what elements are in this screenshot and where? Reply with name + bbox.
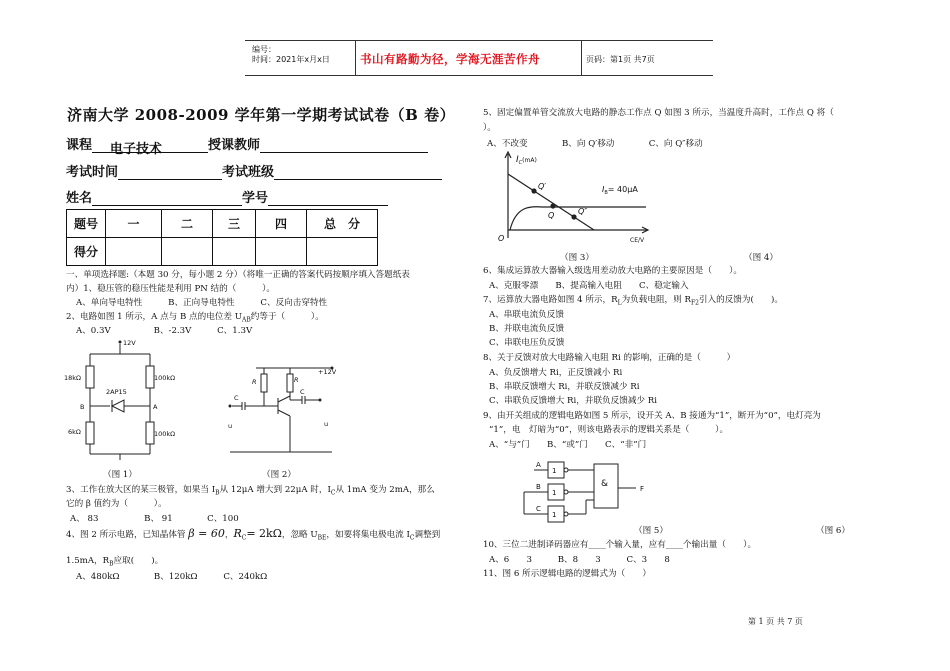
- score-header-row: [67, 210, 378, 238]
- fig1-12v-label: 12V: [123, 339, 136, 347]
- q6-options: A、克服零漂 B、提高输入电阻 C、稳定输入: [489, 281, 689, 291]
- fig3-q1-label: Q′: [538, 182, 547, 191]
- q3-options: A、 83 B、 91 C、100: [70, 514, 239, 524]
- fig5-gate-1: 1: [552, 467, 557, 475]
- page-footer: 第 1 页 共 7 页: [748, 617, 803, 626]
- q2-sub: AB: [242, 316, 251, 324]
- score-cell[interactable]: [307, 238, 378, 266]
- score-header-cell: 总 分: [307, 210, 378, 238]
- fig2-ui-label: u: [228, 422, 233, 430]
- header-divider-2: [581, 41, 582, 75]
- q8-text: 8、关于反馈对放大电路输入电阻 Ri 的影响，正确的是（ ）: [483, 353, 736, 363]
- fig5-gate-2: 1: [552, 489, 557, 497]
- q5-options: A、不改变 B、向 Q′移动 C、向 Q″移动: [487, 139, 703, 149]
- fig1-node-b: B: [80, 403, 85, 411]
- q4-text-e: 1.5mA，R: [66, 556, 110, 566]
- q3-line1: 3、工作在放大区的某三极管，如果当 $I_B$从 12μA 增大到 22μA 时，$I_C$从 1mA 变为 2mA，那么: [66, 485, 435, 497]
- name-row: [66, 187, 388, 206]
- fig2-c1-label: C: [234, 394, 239, 402]
- fig1-diode-label: 2AP15: [106, 388, 127, 396]
- q10-options: A、6 3 B、8 3 C、3 8: [489, 555, 670, 565]
- fig4-caption: （图 4）: [744, 253, 778, 263]
- fig3-caption: （图 3）: [560, 253, 594, 263]
- figure-2-circuit: [222, 360, 344, 460]
- q4-text-a: 4、图 2 所示电路，已知晶体管: [66, 530, 186, 540]
- course-label: 课程: [66, 138, 93, 153]
- header-divider-1: [355, 41, 356, 75]
- q1-options: A、单向导电特性 B、正向导电特性 C、反向击穿特性: [76, 298, 328, 308]
- q2-options: A、0.3V B、-2.3V C、1.3V: [76, 326, 253, 336]
- name-field[interactable]: [92, 191, 242, 206]
- q3-text-c: 从 1mA 变为 2mA，那么: [335, 485, 435, 495]
- figure-5-logic: [506, 456, 676, 530]
- fig3-ic-unit: (mA): [522, 157, 537, 164]
- fig3-ic-label: $I_C^{(mA)}$: [516, 155, 537, 166]
- q4-beta: β = 60: [188, 527, 225, 540]
- q4-line1: 4、图 2 所示电路，已知晶体管 β = 60，$R_C= 2k\Omega$，忽略 $U_{BE}$，如要将集电极电流 $I_C$调整到: [66, 527, 441, 542]
- fig2-c2-label: C: [300, 388, 305, 396]
- fig3-origin-label: O: [498, 234, 505, 243]
- fig2-caption: （图 2）: [262, 470, 296, 480]
- fig5-input-b: B: [536, 483, 541, 491]
- time-field[interactable]: [118, 165, 222, 180]
- q3-text-a: 3、工作在放大区的某三极管，如果当 I: [66, 485, 216, 495]
- q4-options: A、480kΩ B、120kΩ C、240kΩ: [76, 572, 268, 582]
- q7-text-a: 7、运算放大器电路如图 4 所示，R: [483, 295, 618, 305]
- class-label: 考试班级: [222, 165, 275, 180]
- q6-text: 6、集成运算放大器输入级选用差动放大电路的主要原因是（ ）。: [483, 266, 742, 276]
- q5-line1: 5、固定偏置单管交流放大电路的静态工作点 Q 如图 3 所示，当温度升高时，工作点 Q 将（: [483, 108, 834, 118]
- score-row: [67, 238, 378, 266]
- header-slogan: 书山有路勤为径，学海无涯苦作舟: [360, 52, 540, 66]
- q11-text: 11、图 6 所示逻辑电路的逻辑式为（ ）: [483, 569, 651, 579]
- q7-text-b: 为负载电阻，则 R: [621, 295, 691, 305]
- time-row: [66, 161, 442, 180]
- id-field[interactable]: [268, 191, 388, 206]
- q7-text-c: 引入的反馈为( )。: [698, 295, 783, 305]
- q3-text-b: 从 12μA 增大到 22μA 时，I: [219, 485, 331, 495]
- q4-rc-val: = 2kΩ: [246, 527, 282, 540]
- header-bottom-rule: [245, 75, 713, 76]
- fig2-uo-label: u: [324, 420, 329, 428]
- q9-line1: 9、由开关组成的逻辑电路如图 5 所示，设开关 A、B 接通为“1”，断开为“0”，电灯亮为: [483, 411, 821, 421]
- fig5-and-gate: &: [601, 479, 609, 489]
- course-value: 电子技术: [110, 142, 163, 157]
- q9-options: A、“与”门 B、“或”门 C、“非”门: [489, 440, 647, 450]
- q7-option-c: C、串联电压负反馈: [489, 338, 565, 348]
- fig5-gate-3: 1: [552, 511, 557, 519]
- figure-3-graph: [496, 150, 666, 244]
- score-header-cell: 一: [106, 210, 162, 238]
- fig1-node-a: A: [153, 403, 158, 411]
- course-field[interactable]: [92, 138, 208, 157]
- section1-intro-line2: 内）1、稳压管的稳压性能是利用 PN 结的（ ）。: [66, 284, 275, 294]
- fig1-r4-label: 100kΩ: [154, 430, 176, 438]
- q2-text-tail: 约等于（ ）。: [250, 312, 324, 322]
- fig2-rb-label: R: [252, 378, 257, 386]
- q4-text-d: 调整到: [414, 530, 441, 540]
- q10-text: 10、三位二进制译码器应有____个输入量，应有____个输出量（ ）。: [483, 540, 757, 550]
- header-number: 编号：: [252, 45, 276, 54]
- q4-text-b: ，忽略 U: [281, 530, 318, 540]
- fig5-input-a: A: [536, 461, 541, 469]
- teacher-field[interactable]: [260, 138, 428, 153]
- teacher-label: 授课教师: [208, 138, 261, 153]
- q7-text: 7、运算放大器电路如图 4 所示，$R_L$为负载电阻，则 $R_{F2}$引入的反馈为( )。: [483, 295, 783, 307]
- score-cell[interactable]: [256, 238, 307, 266]
- q4-line2: 1.5mA，$R_B$应取( )。: [66, 556, 164, 568]
- fig3-ib: I: [602, 185, 605, 194]
- score-table: [66, 209, 378, 266]
- q8-option-b: B、串联反馈增大 Ri，并联反馈减少 Ri: [489, 382, 640, 392]
- header-time: 时间：2021年x月x日: [252, 55, 330, 64]
- fig1-caption: （图 1）: [103, 470, 137, 480]
- header-top-rule: [245, 40, 713, 41]
- fig3-q-label: Q: [548, 211, 555, 220]
- score-cell[interactable]: [106, 238, 162, 266]
- fig2-rc-label: R: [294, 376, 299, 384]
- q4-text-f: 应取( )。: [113, 556, 164, 566]
- q2-text-main: 2、电路如图 1 所示，A 点与 B 点的电位差 U: [66, 312, 242, 322]
- class-field[interactable]: [274, 165, 442, 180]
- time-label: 考试时间: [66, 165, 119, 180]
- score-header-cell: 二: [162, 210, 213, 238]
- header-page: 页码：第1页 共7页: [586, 55, 655, 64]
- fig5-input-c: C: [536, 505, 541, 513]
- fig2-vcc-label: +12V: [318, 368, 337, 376]
- fig1-r1-label: 18kΩ: [64, 374, 82, 382]
- score-cell[interactable]: [162, 238, 213, 266]
- q4-rc: R: [233, 527, 242, 540]
- name-label: 姓名: [66, 191, 93, 206]
- score-header-cell: 题号: [67, 210, 106, 238]
- fig3-ic: I: [516, 155, 519, 165]
- fig3-vce-label: CE/V: [630, 237, 645, 244]
- q3-line2: 它的 β 值约为（ ）。: [66, 499, 167, 509]
- fig5-caption: （图 5）: [634, 526, 668, 536]
- fig3-vce: /V: [637, 237, 645, 244]
- fig6-caption: （图 6）: [816, 526, 850, 536]
- fig1-r2-label: 100kΩ: [154, 374, 176, 382]
- figure-1-circuit: [62, 336, 176, 466]
- q9-line2: “1”，电 灯暗为“0”，则该电路表示的逻辑关系是（ ）。: [489, 425, 729, 435]
- fig3-q2-label: Q″: [578, 207, 588, 216]
- fig5-output-f: F: [640, 485, 645, 493]
- q5-line2: ）。: [483, 123, 496, 133]
- score-cell[interactable]: [213, 238, 256, 266]
- score-header-cell: 三: [213, 210, 256, 238]
- score-header-cell: 四: [256, 210, 307, 238]
- fig3-ib-val: = 40μA: [607, 185, 638, 194]
- fig3-ib-label: $I_B= 40\mu A$: [602, 185, 638, 196]
- q4-text-c: ，如要将集电极电流 I: [326, 530, 410, 540]
- course-row: [66, 134, 428, 157]
- section1-intro-line1: 一、单项选择题:（本题 30 分，每小题 2 分）（将唯一正确的答案代码按顺序填入答题纸表: [66, 270, 410, 280]
- fig1-r3-label: 6kΩ: [68, 428, 81, 436]
- q8-option-a: A、负反馈增大 Ri，正反馈减小 Ri: [489, 368, 623, 378]
- id-label: 学号: [242, 191, 269, 206]
- q7-option-b: B、并联电流负反馈: [489, 324, 565, 334]
- q7-option-a: A、串联电流负反馈: [489, 310, 564, 320]
- exam-title: 济南大学 2008-2009 学年第一学期考试试卷（B 卷）: [67, 106, 456, 124]
- q8-option-c: C、串联负反馈增大 Ri，并联负反馈减少 Ri: [489, 396, 657, 406]
- score-row-label: 得分: [67, 238, 106, 266]
